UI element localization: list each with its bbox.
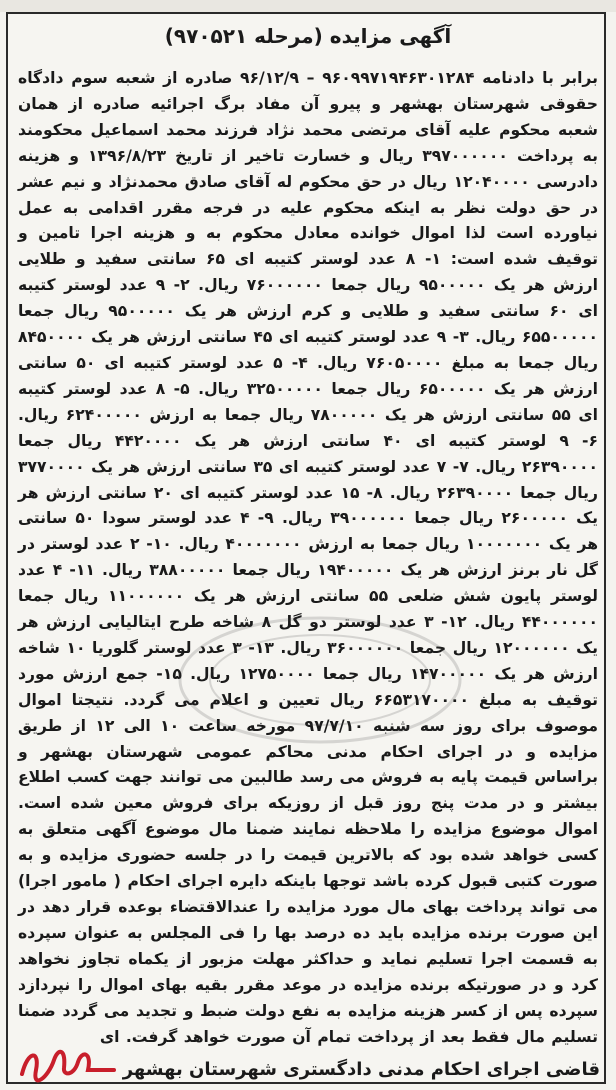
notice-title: آگهی مزایده (مرحله ۹۷۰۵۲۱) [164,24,452,48]
handwritten-signature-icon [14,1040,124,1084]
page-top-strip [0,0,616,12]
watermark-stamp-icon [170,605,470,755]
notice-body: برابر با دادنامه ۹۶۰۹۹۷۱۹۴۶۳۰۱۲۸۴ – ۹۶/۱۲/۹ صادره از شعبه سوم دادگاه حقوقی شهرستان بهشهر و پیرو آن مفاد برگ اجرائیه صادره از همان شعبه محکوم علیه آقای مرتضی محمد نژاد فرزند محمد اسماعیل محکومند به پرداخت ۳۹۷۰۰۰۰۰۰ ریال و خسارت تاخیر از تاریخ ۱۳۹۶/۸/۲۳ و هزینه دادرسی ۱۲۰۴۰۰۰۰ ریال در حق محکوم له آقای صادق محمدنژاد و نیم عشر در حق دولت نظر به اینکه محکوم علیه در فرجه مقرر اقدامی به عمل نیاورده است لذا اموال خوانده معادل محکوم به و هزینه اجرا تامین و توقیف شده است: ۱- ۸ عدد لوستر کتیبه ای ۶۵ سانتی سفید و طلایی ارزش هر یک ۹۵۰۰۰۰۰ ریال جمعا ۷۶۰۰۰۰۰۰ ریال. ۲- ۹ عدد لوستر کتیبه ای ۶۰ سانتی سفید و طلایی و کرم ارزش هر یک ۹۵۰۰۰۰۰ ریال جمعا ۶۵۵۰۰۰۰۰ ریال. ۳- ۹ عدد لوستر کتیبه ای ۴۵ سانتی ارزش هر یک ۸۴۵۰۰۰۰ ریال جمعا به مبلغ ۷۶۰۵۰۰۰۰ ریال. ۴- ۵ عدد لوستر کتیبه ای ۵۰ سانتی ارزش هر یک ۶۵۰۰۰۰۰ ریال جمعا ۳۲۵۰۰۰۰۰ ریال. ۵- ۸ عدد لوستر کتیبه ای ۵۵ سانتی ارزش هر یک ۷۸۰۰۰۰۰ ریال جمعا به ارزش ۶۲۴۰۰۰۰۰ ریال. ۶- ۹ لوستر کتیبه ای ۴۰ سانتی ارزش هر یک ۴۴۲۰۰۰۰ ریال جمعا ۲۶۳۹۰۰۰۰ ریال. ۷- ۷ عدد لوستر کتیبه ای ۳۵ سانتی ارزش هر یک ۳۷۷۰۰۰۰ ریال جمعا ۲۶۳۹۰۰۰۰ ریال. ۸- ۱۵ عدد لوستر کتیبه ای ۲۰ سانتی ارزش هر یک ۲۶۰۰۰۰۰ ریال جمعا ۳۹۰۰۰۰۰۰ ریال. ۹- ۴ عدد لوستر سودا ۵۰ سانتی هر یک ۱۰۰۰۰۰۰۰ ریال جمعا به ارزش ۴۰۰۰۰۰۰۰ ریال. ۱۰- ۲ عدد لوستر در گل نار برنز ارزش هر یک ۱۹۴۰۰۰۰۰ ریال جمعا ۳۸۸۰۰۰۰۰ ریال. ۱۱- ۴ عدد لوستر پایون شش ضلعی ۵۵ سانتی ارزش هر یک ۱۱۰۰۰۰۰۰ ریال جمعا ۴۴۰۰۰۰۰۰ ریال. ۱۲- ۳ عدد لوستر دو گل ۸ شاخه طرح ایتالیایی ارزش هر یک ۱۲۰۰۰۰۰۰ ریال جمعا ۳۶۰۰۰۰۰۰ ریال. ۱۳- ۳ عدد لوستر گلوریا ۱۰ شاخه ارزش هر یک ۱۴۷۰۰۰۰۰ ریال جمعا ۱۲۷۵۰۰۰۰ ریال. ۱۵- جمع ارزش مورد توقیف به مبلغ ۶۶۵۳۱۷۰۰۰۰ ریال تعیین و اعلام می گردد. نتیجتا اموال موصوف برای روز سه شنبه ۹۷/۷/۱۰ مورخه ساعت ۱۰ الی ۱۲ از طریق مزایده و در اجرای احکام مدنی محاکم عمومی شهرستان بهشهر و براساس قیمت پایه به فروش می رسد طالبین می توانند جهت کسب اطلاع بیشتر و در مدت پنج روز قبل از روزیکه برای فروش معین شده است. اموال موضوع مزایده را ملاحظه نمایند ضمنا مال موضوع آگهی متعلق به کسی خواهد شده بود که بالاترین قیمت را در جلسه حضوری مزایده و به صورت کتبی قبول کرده باشد توجها باینکه دایره اجرای احکام ( مامور اجرا) می تواند پرداخت بهای مال مورد مزایده را عندالاقتضاء بوعده قرار دهد در این صورت برنده مزایده باید ده درصد بها را فی المجلس به عنوان سپرده به قسمت اجرا تسلیم نماید و حداکثر مهلت مزبور از یکماه تجاوز نخواهد کرد و در صورتیکه برنده مزایده در موعد مقرر بقیه بهای اموال را نپردازد سپرده پس از کسر هزینه مزایده به نفع دولت ضبط و تجدید می گردد ضمنا تسلیم مال فقط بعد از پرداخت تمام آن صورت خواهد گرفت. ای [18,69,599,1046]
signature-line: قاضی اجرای احکام مدنی دادگستری شهرستان بهشهر [122,1059,600,1080]
